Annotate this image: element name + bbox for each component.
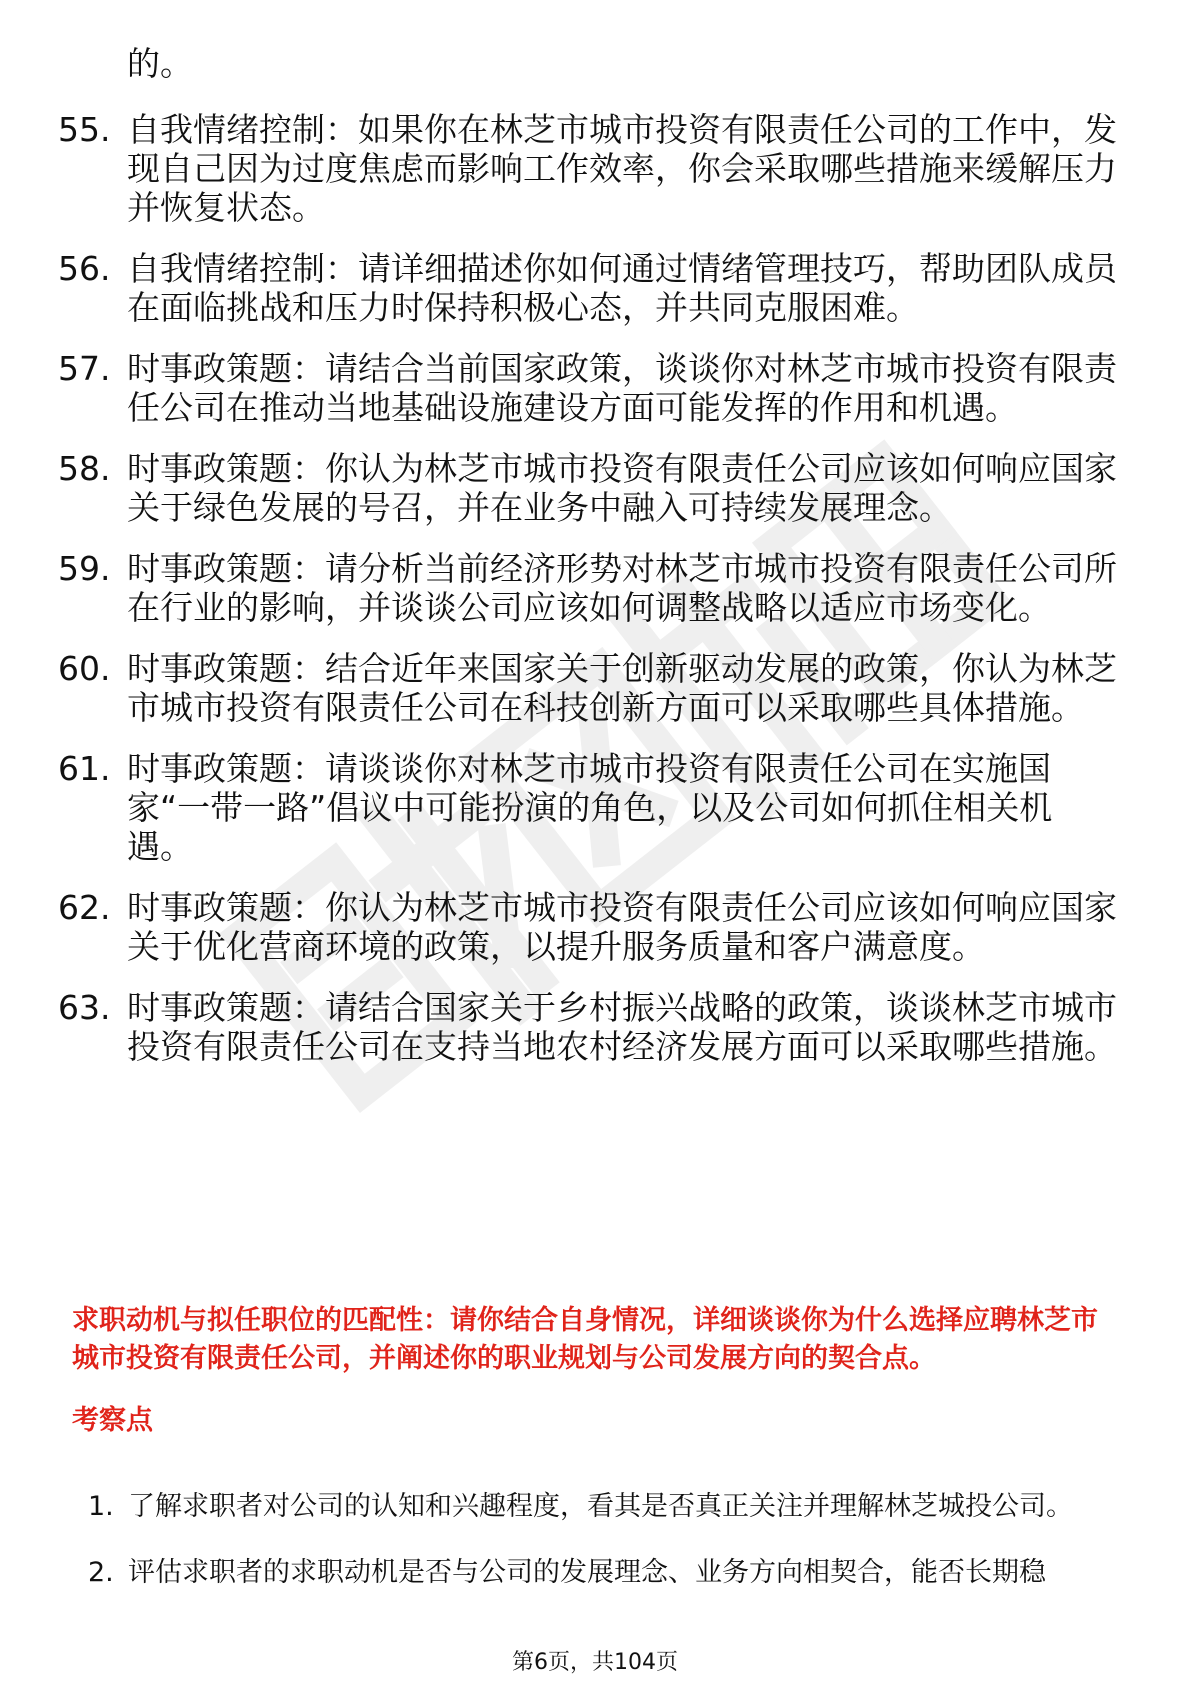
- question-number: 58.: [58, 449, 111, 488]
- page-footer: 第6页，共104页: [512, 1650, 678, 1675]
- question-number: 63.: [58, 988, 111, 1027]
- question-text: 时事政策题：你认为林芝市城市投资有限责任公司应该如何响应国家关于绿色发展的号召，并在业务中融入可持续发展理念。: [127, 449, 1117, 527]
- question-number: 55.: [58, 110, 111, 149]
- point-text: 了解求职者对公司的认知和兴趣程度，看其是否真正关注并理解林芝城投公司。: [128, 1491, 1073, 1522]
- highlighted-question: 求职动机与拟任职位的匹配性：请你结合自身情况，详细谈谈你为什么选择应聘林芝市城市投资有限责任公司，并阐述你的职业规划与公司发展方向的契合点。: [72, 1305, 1098, 1374]
- point-number: 1.: [88, 1491, 114, 1522]
- question-number: 62.: [58, 888, 111, 927]
- question-item: [58, 349, 1118, 427]
- question-item: [58, 249, 1118, 327]
- question-text: 时事政策题：结合近年来国家关于创新驱动发展的政策，你认为林芝市城市投资有限责任公司在科技创新方面可以采取哪些具体措施。: [127, 649, 1117, 727]
- assessment-point: [88, 1477, 1128, 1537]
- question-number: 60.: [58, 649, 111, 688]
- question-text: 时事政策题：请结合当前国家政策，谈谈你对林芝市城市投资有限责任公司在推动当地基础设施建设方面可能发挥的作用和机遇。: [127, 349, 1117, 427]
- question-number: 56.: [58, 249, 111, 288]
- assessment-point: [88, 1543, 1128, 1603]
- question-item: [58, 988, 1118, 1066]
- question-text: 自我情绪控制：请详细描述你如何通过情绪管理技巧，帮助团队成员在面临挑战和压力时保持积极心态，并共同克服困难。: [127, 249, 1117, 327]
- question-number: 57.: [58, 349, 111, 388]
- question-number: 59.: [58, 549, 111, 588]
- assessment-points-list: [88, 1477, 1128, 1609]
- point-text: 评估求职者的求职动机是否与公司的发展理念、业务方向相契合，能否长期稳: [128, 1557, 1046, 1588]
- question-number: 61.: [58, 749, 111, 788]
- point-number: 2.: [88, 1557, 114, 1588]
- question-text: 时事政策题：请结合国家关于乡村振兴战略的政策，谈谈林芝市城市投资有限责任公司在支持当地农村经济发展方面可以采取哪些措施。: [127, 988, 1117, 1066]
- question-text: 时事政策题：你认为林芝市城市投资有限责任公司应该如何响应国家关于优化营商环境的政策，以提升服务质量和客户满意度。: [127, 888, 1117, 966]
- question-item: [58, 549, 1118, 627]
- question-text: 时事政策题：请分析当前经济形势对林芝市城市投资有限责任公司所在行业的影响，并谈谈公司应该如何调整战略以适应市场变化。: [127, 549, 1117, 627]
- question-list: [58, 110, 1118, 1088]
- question-item: [58, 649, 1118, 727]
- question-item: [58, 888, 1118, 966]
- carry-over-text: 的。: [127, 44, 193, 83]
- question-text: 时事政策题：请谈谈你对林芝市城市投资有限责任公司在实施国家“一带一路”倡议中可能扮演的角色，以及公司如何抓住相关机遇。: [127, 749, 1053, 866]
- question-item: [58, 449, 1118, 527]
- question-item: [58, 110, 1118, 227]
- section-heading: 考察点: [72, 1405, 153, 1436]
- question-item: [58, 749, 1118, 866]
- question-text: 自我情绪控制：如果你在林芝市城市投资有限责任公司的工作中，发现自己因为过度焦虑而影响工作效率，你会采取哪些措施来缓解压力并恢复状态。: [127, 110, 1117, 227]
